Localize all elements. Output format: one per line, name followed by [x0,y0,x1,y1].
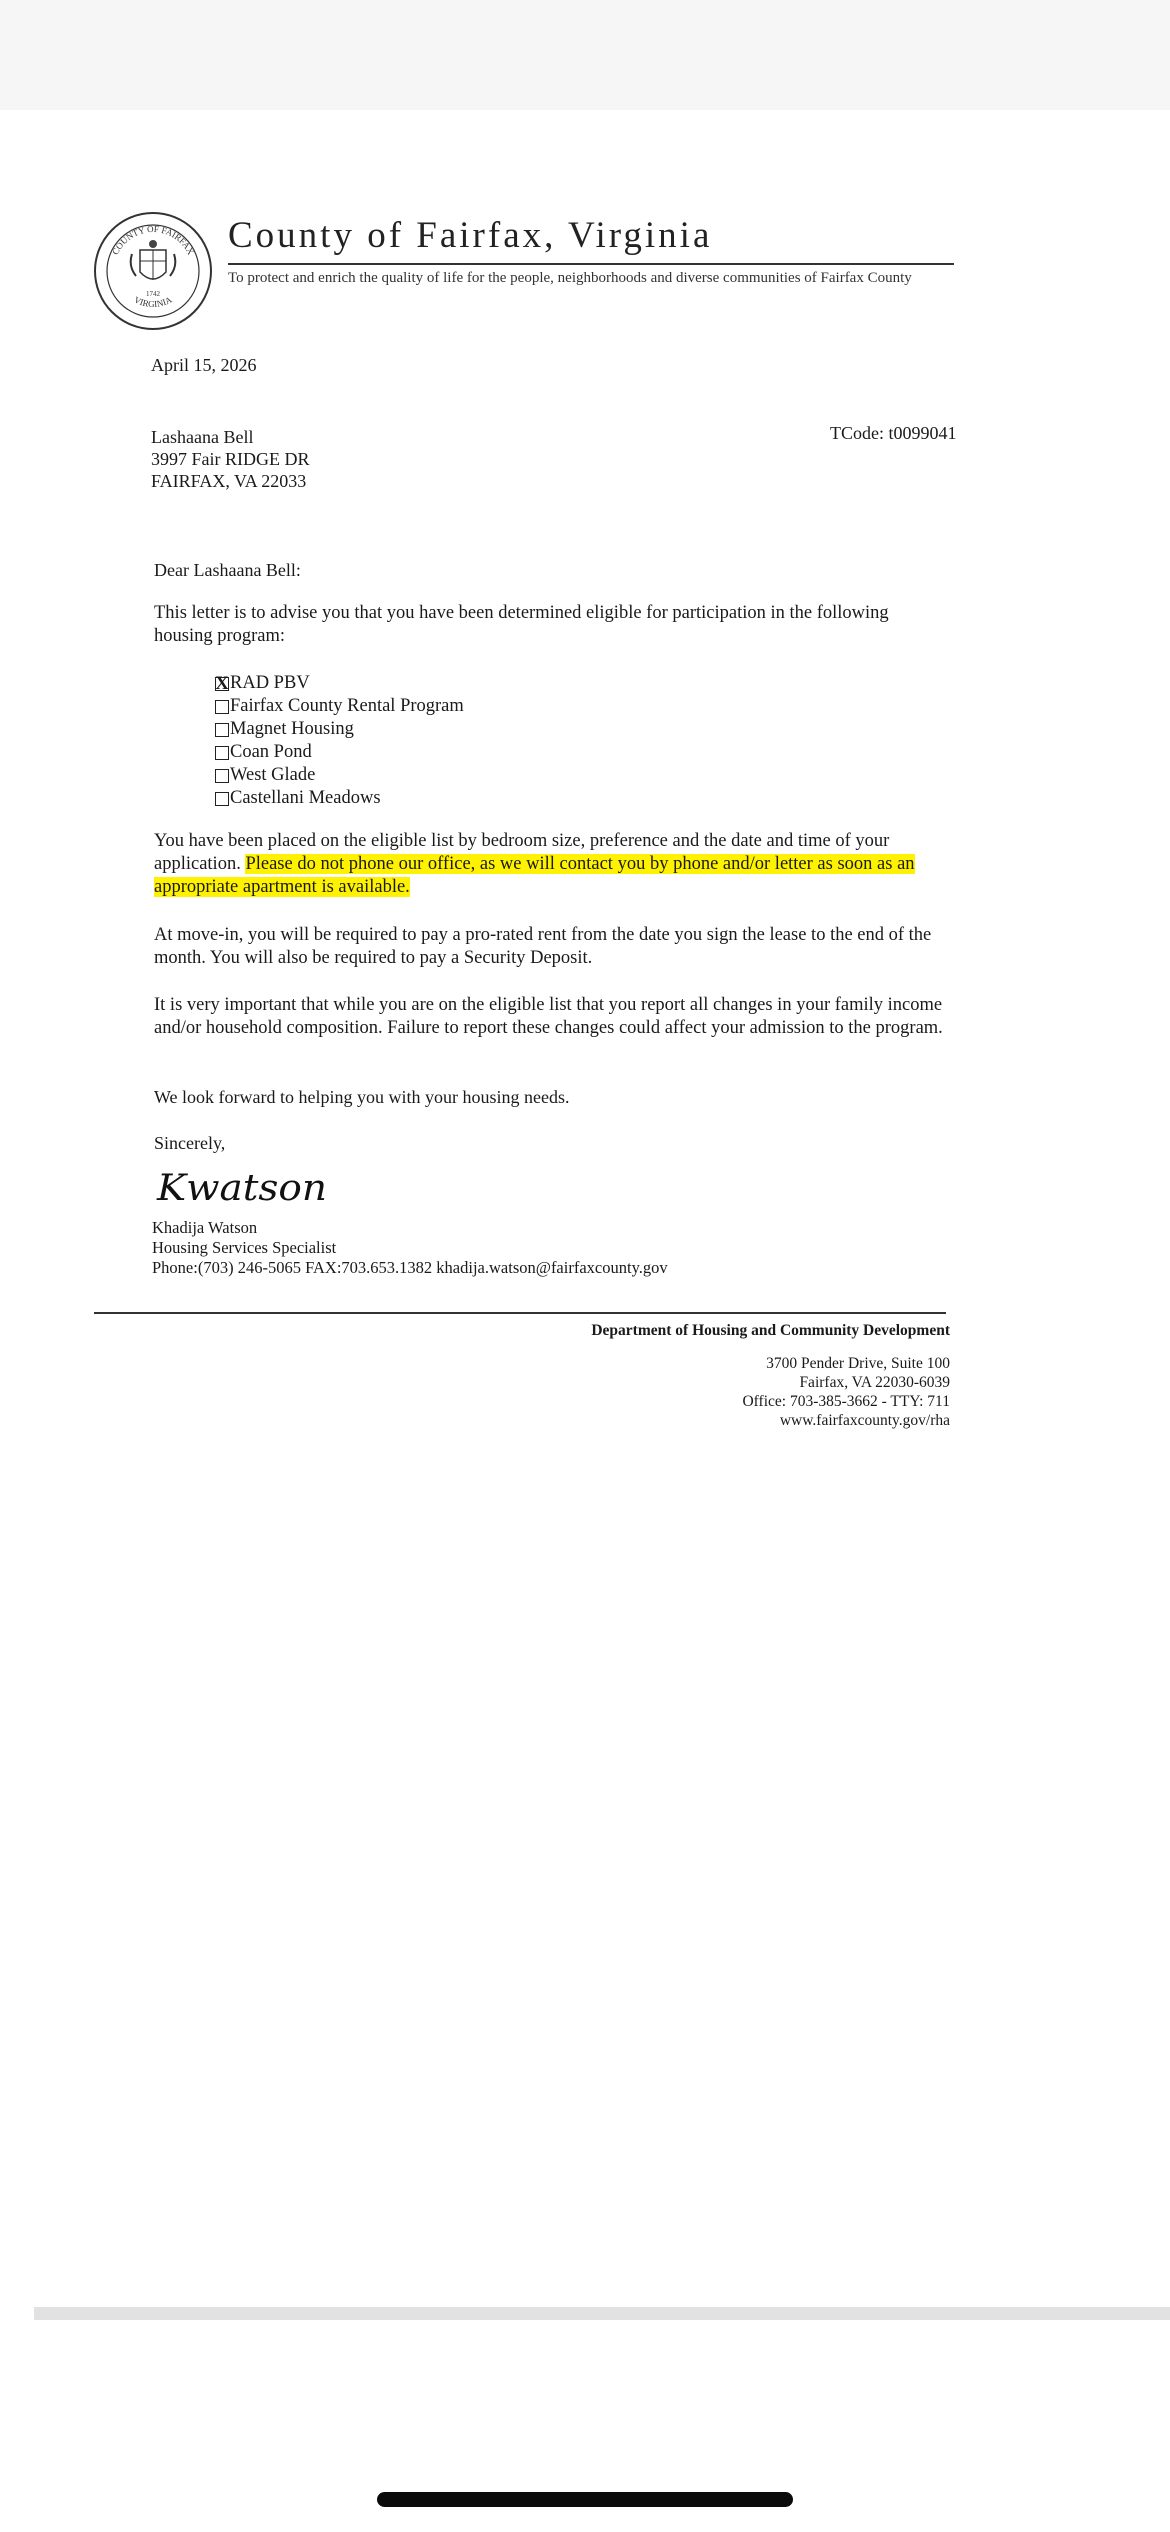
checkbox-empty-icon [215,792,229,806]
svg-text:COUNTY OF FAIRFAX: COUNTY OF FAIRFAX [110,223,196,257]
placement-text: You have been placed on the eligible list by bedroom size, preference and the date and time of your application. [154,831,890,874]
signer-name: Khadija Watson [152,1218,258,1237]
svg-text:1742: 1742 [146,290,160,298]
top-bar [0,0,1170,110]
program-label: Castellani Meadows [230,788,381,808]
svg-text:Kwatson: Kwatson [155,1168,327,1209]
program-list [215,672,464,810]
svg-text:VIRGINIA: VIRGINIA [132,294,174,310]
signer-title: Housing Services Specialist [152,1238,337,1257]
website: www.fairfaxcounty.gov/rha [779,1412,950,1429]
letter-page [0,110,1170,2410]
checkbox-empty-icon [215,723,229,737]
address-line-2: Fairfax, VA 22030-6039 [799,1374,950,1391]
intro-paragraph: This letter is to advise you that you have been determined eligible for participation in the following housing program: [154,603,889,646]
list-item [215,718,464,741]
signer-block [152,1218,668,1278]
closing-line: We look forward to helping you with your housing needs. [154,1087,570,1107]
list-item [215,695,464,718]
title-divider [228,263,954,265]
recipient-address [151,426,310,492]
program-label: West Glade [230,765,316,785]
home-indicator[interactable] [377,2492,793,2507]
program-label: Coan Pond [230,742,312,762]
address-line-1: 3700 Pender Drive, Suite 100 [766,1355,950,1372]
county-title: County of Fairfax, Virginia [228,215,713,256]
handwritten-signature [155,1166,335,1212]
office-phone: Office: 703-385-3662 - TTY: 711 [742,1393,950,1410]
placement-paragraph [154,830,944,899]
reporting-paragraph: It is very important that while you are on the eligible list that you report all changes in your family income and/or household composition. Failure to report these changes could affect your admission to the program. [154,995,943,1038]
program-label: Magnet Housing [230,719,354,739]
list-item [215,764,464,787]
recipient-street: 3997 Fair RIDGE DR [151,449,310,469]
department-name: Department of Housing and Community Development [591,1322,950,1339]
list-item [215,672,464,695]
checkbox-checked-icon: X [215,673,229,694]
highlighted-notice: Please do not phone our office, as we will contact you by phone and/or letter as soon as an appropriate apartment is available. [154,854,915,897]
program-label: Fairfax County Rental Program [230,696,464,716]
checkbox-empty-icon [215,746,229,760]
tcode: TCode: t0099041 [830,423,957,443]
letter-date: April 15, 2026 [151,355,257,375]
recipient-name: Lashaana Bell [151,427,254,447]
program-label: RAD PBV [230,673,310,693]
greeting: Dear Lashaana Bell: [154,560,301,580]
department-address [742,1354,950,1430]
list-item [215,741,464,764]
recipient-city: FAIRFAX, VA 22033 [151,471,307,491]
county-seal-logo [92,210,214,332]
horizontal-scrollbar[interactable] [34,2307,1170,2320]
sign-off: Sincerely, [154,1133,226,1153]
checkbox-empty-icon [215,769,229,783]
move-in-paragraph: At move-in, you will be required to pay a pro-rated rent from the date you sign the lease to the end of the month. You will also be required to pay a Security Deposit. [154,925,932,968]
signer-contact: Phone:(703) 246-5065 FAX:703.653.1382 khadija.watson@fairfaxcounty.gov [152,1258,668,1277]
footer-divider [94,1312,946,1314]
checkbox-empty-icon [215,700,229,714]
county-tagline: To protect and enrich the quality of life for the people, neighborhoods and diverse communities of Fairfax County [228,270,912,286]
list-item [215,787,464,810]
